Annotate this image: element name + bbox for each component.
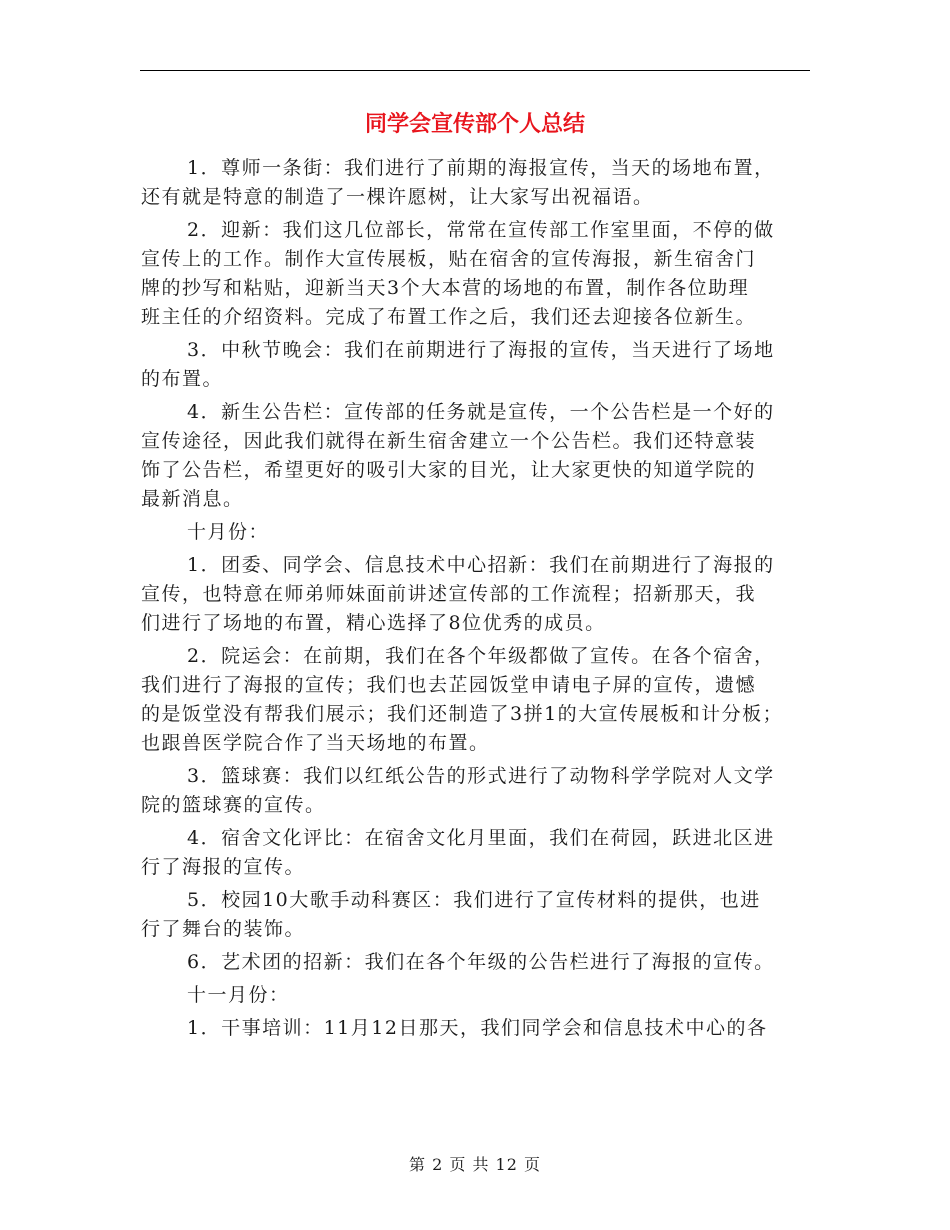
text-line: 我们进行了海报的宣传；我们也去芷园饭堂申请电子屏的宣传，遗憾: [141, 674, 757, 696]
text-line: 牌的抄写和粘贴，迎新当天3个大本营的场地的布置，制作各位助理: [141, 277, 750, 299]
text-line: 2．院运会：在前期，我们在各个年级都做了宣传。在各个宿舍，: [187, 645, 775, 667]
text-line: 2．迎新：我们这几位部长，常常在宣传部工作室里面，不停的做: [187, 219, 775, 241]
paragraph: [141, 981, 811, 1010]
text-line: 行了舞台的装饰。: [141, 918, 306, 940]
paragraph: [141, 642, 811, 758]
text-line: 十一月份：: [187, 984, 290, 1006]
text-line: 宣传上的工作。制作大宣传展板，贴在宿舍的宣传海报，新生宿舍门: [141, 248, 757, 270]
text-line: 4．宿舍文化评比：在宿舍文化月里面，我们在荷园，跃进北区进: [187, 827, 775, 849]
paragraph: [141, 948, 811, 977]
text-line: 院的篮球赛的宣传。: [141, 794, 326, 816]
paragraph: [141, 886, 811, 944]
text-line: 1．干事培训：11月12日那天，我们同学会和信息技术中心的各: [187, 1017, 768, 1039]
text-line: 6．艺术团的招新：我们在各个年级的公告栏进行了海报的宣传。: [187, 951, 775, 973]
paragraph: [141, 336, 811, 394]
text-line: 3．中秋节晚会：我们在前期进行了海报的宣传，当天进行了场地: [187, 339, 775, 361]
text-line: 的是饭堂没有帮我们展示；我们还制造了3拼1的大宣传展板和计分板；: [141, 703, 784, 725]
text-line: 十月份：: [187, 521, 270, 543]
text-line: 班主任的介绍资料。完成了布置工作之后，我们还去迎接各位新生。: [141, 306, 757, 328]
text-line: 还有就是特意的制造了一棵许愿树，让大家写出祝福语。: [141, 186, 654, 208]
text-line: 最新消息。: [141, 488, 244, 510]
paragraph: [141, 398, 811, 514]
text-line: 4．新生公告栏：宣传部的任务就是宣传，一个公告栏是一个好的: [187, 401, 775, 423]
text-line: 宣传，也特意在师弟师妹面前讲述宣传部的工作流程；招新那天，我: [141, 583, 757, 605]
page-number-footer: 第 2 页 共 12 页: [409, 1155, 541, 1174]
paragraph: [141, 551, 811, 638]
text-line: 行了海报的宣传。: [141, 856, 306, 878]
paragraph: [141, 1014, 811, 1043]
text-line: 也跟兽医学院合作了当天场地的布置。: [141, 732, 490, 754]
paragraph: [141, 216, 811, 332]
text-line: 宣传途径，因此我们就得在新生宿舍建立一个公告栏。我们还特意装: [141, 430, 757, 452]
text-line: 5．校园10大歌手动科赛区：我们进行了宣传材料的提供，也进: [187, 889, 761, 911]
text-line: 1．尊师一条街：我们进行了前期的海报宣传，当天的场地布置，: [187, 157, 775, 179]
header-rule: [140, 70, 810, 71]
document-body: [141, 154, 811, 1047]
text-line: 们进行了场地的布置，精心选择了8位优秀的成员。: [141, 612, 606, 634]
text-line: 1．团委、同学会、信息技术中心招新：我们在前期进行了海报的: [187, 554, 775, 576]
document-title: 同学会宣传部个人总结: [364, 111, 585, 137]
paragraph: [141, 154, 811, 212]
paragraph: [141, 824, 811, 882]
text-line: 的布置。: [141, 368, 224, 390]
text-line: 3．篮球赛：我们以红纸公告的形式进行了动物科学学院对人文学: [187, 765, 775, 787]
paragraph: [141, 762, 811, 820]
text-line: 饰了公告栏，希望更好的吸引大家的目光，让大家更快的知道学院的: [141, 459, 757, 481]
paragraph: [141, 518, 811, 547]
